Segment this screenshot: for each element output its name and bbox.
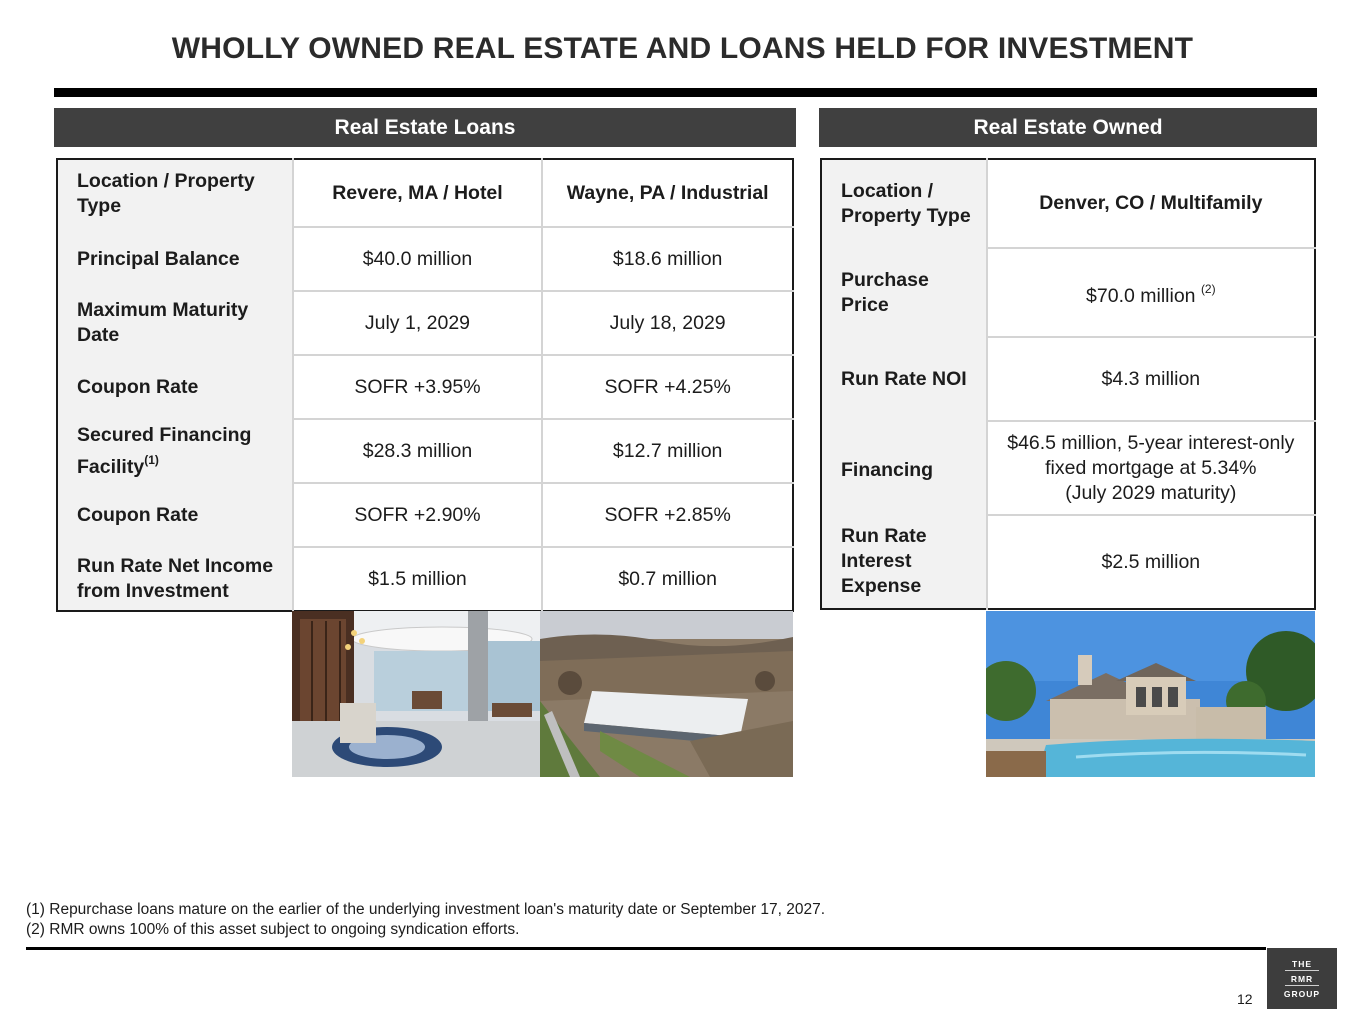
multifamily-pool-photo <box>986 611 1315 777</box>
row-label-text: Secured Financing Facility <box>77 423 252 478</box>
table-cell: $1.5 million <box>293 547 543 611</box>
table-cell: SOFR +2.90% <box>293 483 543 547</box>
table-row <box>821 515 1315 609</box>
row-label: Purchase Price <box>821 248 987 337</box>
row-label: Coupon Rate <box>57 355 293 419</box>
table-cell: $40.0 million <box>293 227 543 291</box>
logo-rule <box>1285 985 1319 986</box>
title-divider <box>54 88 1317 97</box>
table-row <box>57 483 793 547</box>
table-cell: July 1, 2029 <box>293 291 543 355</box>
column-header-industrial: Wayne, PA / Industrial <box>542 159 793 227</box>
table-cell: SOFR +2.85% <box>542 483 793 547</box>
row-label: Financing <box>821 421 987 515</box>
owned-section-header: Real Estate Owned <box>819 108 1317 147</box>
row-label: Location / Property Type <box>57 159 293 227</box>
table-row <box>57 547 793 611</box>
footnote-marker: (2) <box>1200 281 1216 296</box>
industrial-building-photo <box>540 611 793 777</box>
hotel-lobby-photo <box>292 611 540 777</box>
page-title: WHOLLY OWNED REAL ESTATE AND LOANS HELD FOR INVESTMENT <box>171 32 1194 65</box>
row-label <box>57 419 293 483</box>
financing-line: (July 2029 maturity) <box>1065 481 1237 504</box>
row-label: Run Rate Interest Expense <box>821 515 987 609</box>
table-cell: $0.7 million <box>542 547 793 611</box>
table-row <box>57 419 793 483</box>
row-label: Maximum Maturity Date <box>57 291 293 355</box>
row-label: Run Rate NOI <box>821 337 987 421</box>
row-label: Run Rate Net Income from Investment <box>57 547 293 611</box>
table-cell <box>987 421 1315 515</box>
table-cell: SOFR +3.95% <box>293 355 543 419</box>
table-row <box>57 159 793 227</box>
loans-section-header: Real Estate Loans <box>54 108 796 147</box>
footer-divider <box>26 947 1266 950</box>
table-row <box>57 227 793 291</box>
table-row <box>821 159 1315 248</box>
owned-table <box>820 158 1316 610</box>
table-row <box>57 355 793 419</box>
row-label: Location / Property Type <box>821 159 987 248</box>
footnote-marker: (1) <box>144 452 159 467</box>
table-cell: July 18, 2029 <box>542 291 793 355</box>
financing-line: fixed mortgage at 5.34% <box>1045 456 1257 479</box>
logo-line-3: GROUP <box>1283 989 1321 999</box>
table-cell: $18.6 million <box>542 227 793 291</box>
logo-rule <box>1285 970 1319 971</box>
table-cell: $12.7 million <box>542 419 793 483</box>
table-cell: $2.5 million <box>987 515 1315 609</box>
loans-table <box>56 158 794 612</box>
logo-line-1: THE <box>1292 959 1312 969</box>
table-cell <box>987 248 1315 337</box>
footnotes <box>26 900 825 940</box>
column-header-multifamily: Denver, CO / Multifamily <box>987 159 1315 248</box>
logo-line-2: RMR <box>1290 974 1314 984</box>
table-row <box>821 248 1315 337</box>
table-cell: $4.3 million <box>987 337 1315 421</box>
page-number: 12 <box>1237 991 1253 1007</box>
purchase-price-value: $70.0 million <box>1086 284 1196 307</box>
column-header-hotel: Revere, MA / Hotel <box>293 159 543 227</box>
row-label: Coupon Rate <box>57 483 293 547</box>
table-cell: SOFR +4.25% <box>542 355 793 419</box>
rmr-group-logo <box>1267 948 1337 1009</box>
financing-line: $46.5 million, 5-year interest-only <box>1007 431 1295 454</box>
row-label: Principal Balance <box>57 227 293 291</box>
footnote-1: (1) Repurchase loans mature on the earlier of the underlying investment loan's maturity date or September 17, 2027. <box>26 901 826 918</box>
footnote-2: (2) RMR owns 100% of this asset subject to ongoing syndication efforts. <box>26 921 520 938</box>
table-row <box>821 337 1315 421</box>
table-row <box>821 421 1315 515</box>
table-cell: $28.3 million <box>293 419 543 483</box>
table-row <box>57 291 793 355</box>
